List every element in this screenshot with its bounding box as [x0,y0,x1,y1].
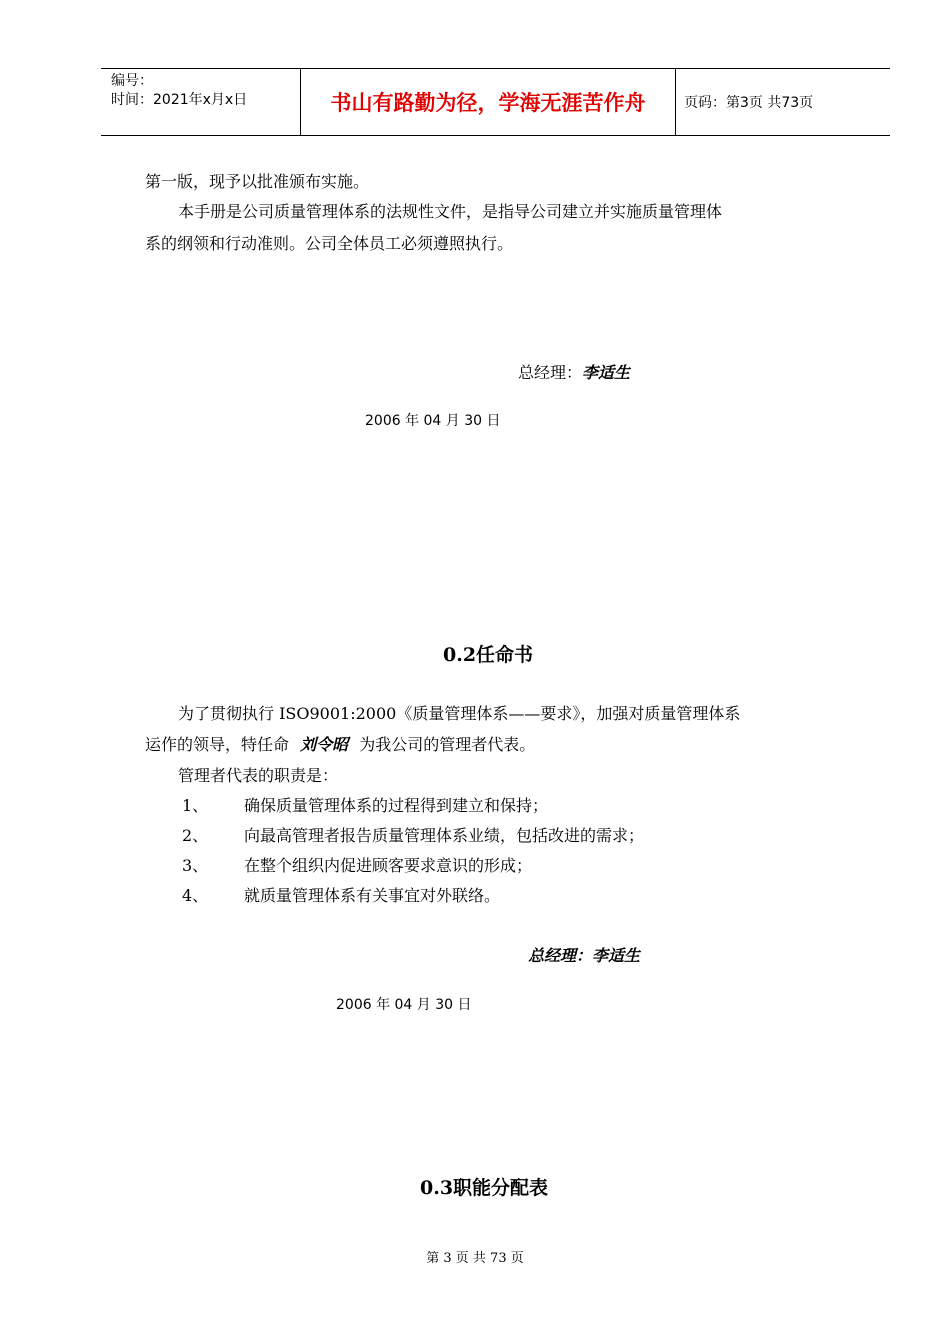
signature-name: 李适生 [582,363,631,382]
header-motto: 书山有路勤为径，学海无涯苦作舟 [301,69,676,135]
page-header [101,68,890,136]
appointee-name: 刘令昭 [300,735,349,754]
serial-label: 编号： [111,73,153,89]
section1-line1: 第一版，现予以批准颁布实施。 [145,172,370,191]
duty-number: 3、 [182,856,209,875]
section1-para2-line2: 系的纲领和行动准则。公司全体员工必须遵照执行。 [145,234,514,253]
page-footer: 第 3 页 共 73 页 [426,1251,524,1266]
para1-line2-pre: 运作的领导，特任命 [145,735,290,754]
duty-number: 1、 [182,796,209,815]
time-label: 时间：2021年x月x日 [111,92,248,108]
duty-item [182,856,532,876]
section2-heading: 0.2任命书 [443,644,534,666]
header-page-label: 页码：第3页 共73页 [684,95,814,111]
signature-name: 李适生 [592,946,641,965]
duty-text: 在整个组织内促进顾客要求意识的形成； [244,856,533,875]
duty-text: 向最高管理者报告质量管理体系业绩，包括改进的需求； [244,826,645,845]
signature-title: 总经理： [518,363,583,382]
section2-para1-line1: 为了贯彻执行 ISO9001:2000《质量管理体系——要求》，加强对质量管理体系 [178,704,741,723]
duty-item [182,796,548,816]
duty-text: 就质量管理体系有关事宜对外联络。 [244,886,501,905]
duty-item [182,886,500,906]
section2-para1-line2 [145,735,535,755]
section3-heading: 0.3职能分配表 [420,1177,549,1199]
duty-item [182,826,644,846]
header-meta [101,69,301,135]
section2-date: 2006 年 04 月 30 日 [336,997,472,1013]
section2-signature [528,946,640,966]
duty-number: 4、 [182,886,209,905]
duty-number: 2、 [182,826,209,845]
section1-date: 2006 年 04 月 30 日 [365,413,501,429]
signature-title: 总经理： [528,946,593,965]
duty-text: 确保质量管理体系的过程得到建立和保持； [244,796,549,815]
section1-para2-line1: 本手册是公司质量管理体系的法规性文件，是指导公司建立并实施质量管理体 [178,202,723,221]
section1-signature [518,363,630,383]
duties-intro: 管理者代表的职责是： [178,766,339,785]
para1-line2-post: 为我公司的管理者代表。 [359,735,536,754]
